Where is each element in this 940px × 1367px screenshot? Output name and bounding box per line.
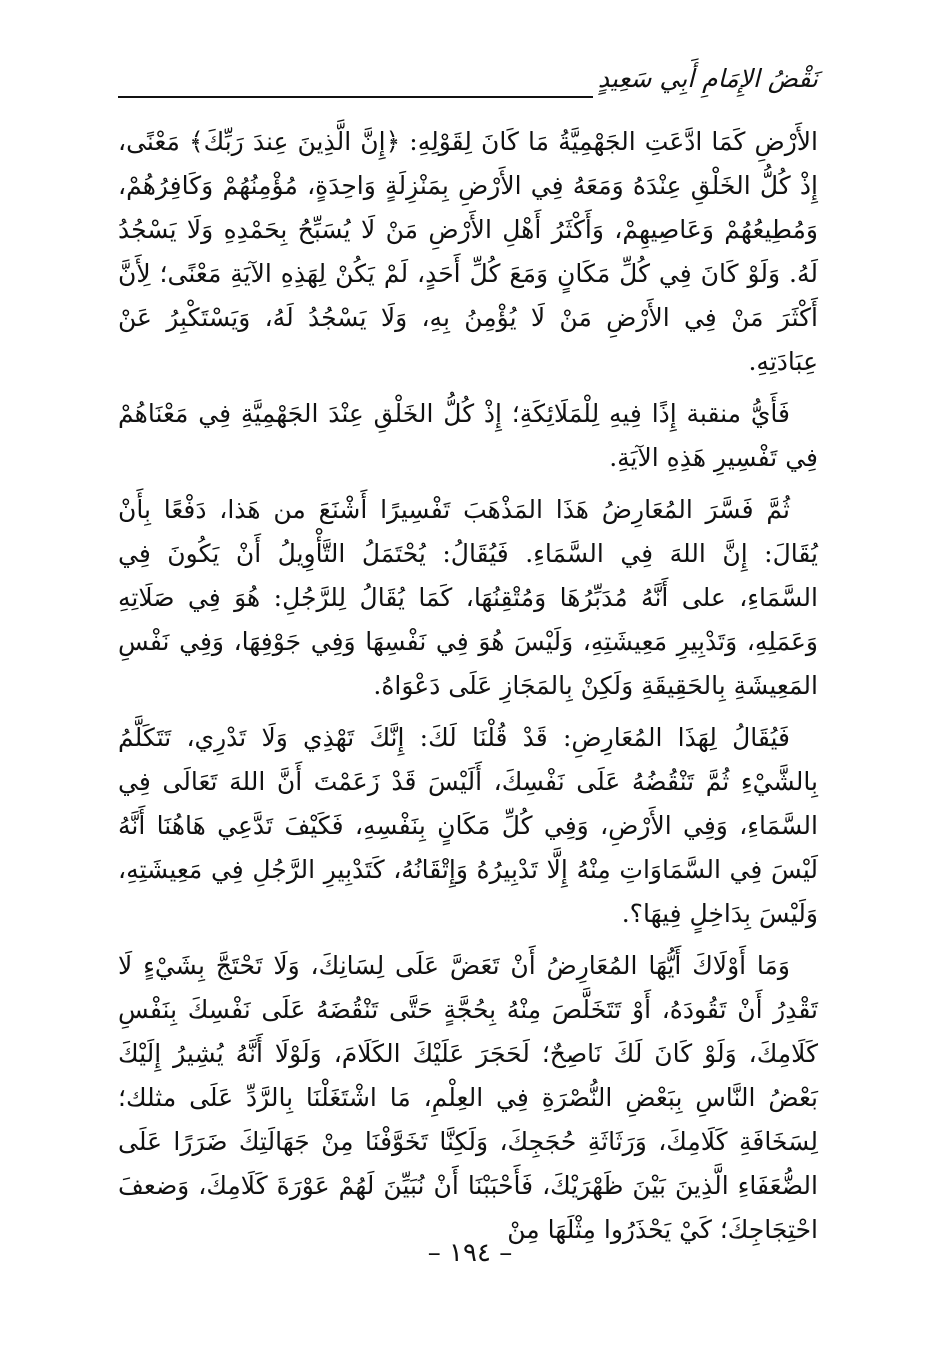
- header-rule: [118, 96, 593, 98]
- paragraph-2: فَأَيُّ منقبة إِذًا فِيهِ لِلْمَلَائِكَةِ؛ إِذْ كُلُّ الخَلْقِ عِنْدَ الجَهْمِيَّةِ فِي مَعْنَاهُمْ فِي تَفْسِيرِ هَذِهِ الآيَةِ.: [118, 399, 818, 472]
- main-text: [118, 120, 818, 1252]
- paragraph-3: ثُمَّ فَسَّرَ المُعَارِضُ هَذَا المَذْهَبَ تَفْسِيرًا أَشْنَعَ من هَذا، دَفْعًا بِأَنْ يُقَالَ: إِنَّ اللهَ فِي السَّمَاءِ. فَيُقَالُ: يُحْتَمَلُ التَّأْوِيلُ أَنْ يَكُونَ فِي السَّمَاءِ، على أَنَّهُ مُدَبِّرُهَا وَمُتْقِنُهَا، كَمَا يُقَالُ لِلرَّجُلِ: هُوَ فِي صَلَاتِهِ وَعَمَلِهِ، وَتَدْبِيرِ مَعِيشَتِهِ، وَلَيْسَ هُوَ فِي نَفْسِهَا وَفِي جَوْفِهَا، وَفِي نَفْسِ المَعِيشَةِ بِالحَقِيقَةِ وَلَكِنْ بِالمَجَازِ عَلَى دَعْوَاهُ.: [118, 495, 818, 700]
- paragraph-1: الأَرْضِ كَمَا ادَّعَتِ الجَهْمِيَّةُ مَا كَانَ لِقَوْلِهِ: ﴿إِنَّ الَّذِينَ عِندَ رَبِّكَ﴾ مَعْنًى، إِذْ كُلُّ الخَلْقِ عِنْدَهُ وَمَعَهُ فِي الأَرْضِ بِمَنْزِلَةٍ وَاحِدَةٍ، مُؤْمِنُهُمْ وَكَافِرُهُمْ، وَمُطِيعُهُمْ وَعَاصِيهِمْ، وَأَكْثَرُ أَهْلِ الأَرْضِ مَنْ لَا يُسَبِّحُ بِحَمْدِهِ وَلَا يَسْجُدُ لَهُ. وَلَوْ كَانَ فِي كُلِّ مَكَانٍ وَمَعَ كُلِّ أَحَدٍ، لَمْ يَكُنْ لِهَذِهِ الآيَةِ مَعْنًى؛ لِأَنَّ أَكْثَرَ مَنْ فِي الأَرْضِ مَنْ لَا يُؤْمِنُ بِهِ، وَلَا يَسْجُدُ لَهُ، وَيَسْتَكْبِرُ عَنْ عِبَادَتِهِ.: [118, 127, 818, 376]
- running-title: نَقْضُ الإِمَامِ أَبِي سَعِيدٍ: [597, 64, 818, 93]
- running-header: [118, 62, 818, 108]
- paragraph-4: فَيُقَالُ لِهَذَا المُعَارِضِ: قَدْ قُلْنَا لَكَ: إِنَّكَ تَهْذِي وَلَا تَدْرِي، تَتَكَلَّمُ بِالشَّيْءِ ثُمَّ تَنْقُضُهُ عَلَى نَفْسِكَ، أَلَيْسَ قَدْ زَعَمْتَ أَنَّ اللهَ تَعَالَى فِي السَّمَاءِ، وَفِي الأَرْضِ، وَفِي كُلِّ مَكَانٍ بِنَفْسِهِ، فَكَيْفَ تَدَّعِي هَاهُنَا أَنَّهُ لَيْسَ فِي السَّمَاوَاتِ مِنْهُ إِلَّا تَدْبِيرُهُ وَإِتْقَانُهُ، كَتَدْبِيرِ الرَّجُلِ فِي مَعِيشَتِهِ، وَلَيْسَ بِدَاخِلٍ فِيهَا؟.: [118, 723, 818, 928]
- page-number: – ١٩٤ –: [427, 1238, 513, 1268]
- paragraph-5: وَمَا أَوْلَاكَ أَيُّهَا المُعَارِضُ أَنْ تَعَضَّ عَلَى لِسَانِكَ، وَلَا تَحْتَجَّ بِشَيْءٍ لَا تَقْدِرُ أَنْ تَقُودَهُ، أَوْ تَتَخَلَّصَ مِنْهُ بِحُجَّةٍ حَتَّى تَنْقُضَهُ عَلَى نَفْسِكَ بِنَفْسِ كَلَامِكَ، وَلَوْ كَانَ لَكَ نَاصِحٌ؛ لَحَجَرَ عَلَيْكَ الكَلَامَ، وَلَوْلَا أَنَّهُ يُشِيرُ إِلَيْكَ بَعْضُ النَّاسِ بِبَعْضِ النُّصْرَةِ فِي العِلْمِ، مَا اشْتَغَلْنَا بِالرَّدِّ عَلَى مثلك؛ لِسَخَافَةِ كَلَامِكَ، وَرَثَاثَةِ حُجَجِكَ، وَلَكِنَّا تَخَوَّفْنَا مِنْ جَهَالَتِكَ ضَرَرًا عَلَى الضُّعَفَاءِ الَّذِينَ بَيْنَ ظَهْرَيْكَ، فَأَحْبَبْنَا أَنْ نُبَيِّنَ لَهُمْ عَوْرَةَ كَلَامِكَ، وَضعفَ احْتِجَاجِكَ؛ كَيْ يَحْذَرُوا مِثْلَهَا مِنْ: [118, 951, 818, 1244]
